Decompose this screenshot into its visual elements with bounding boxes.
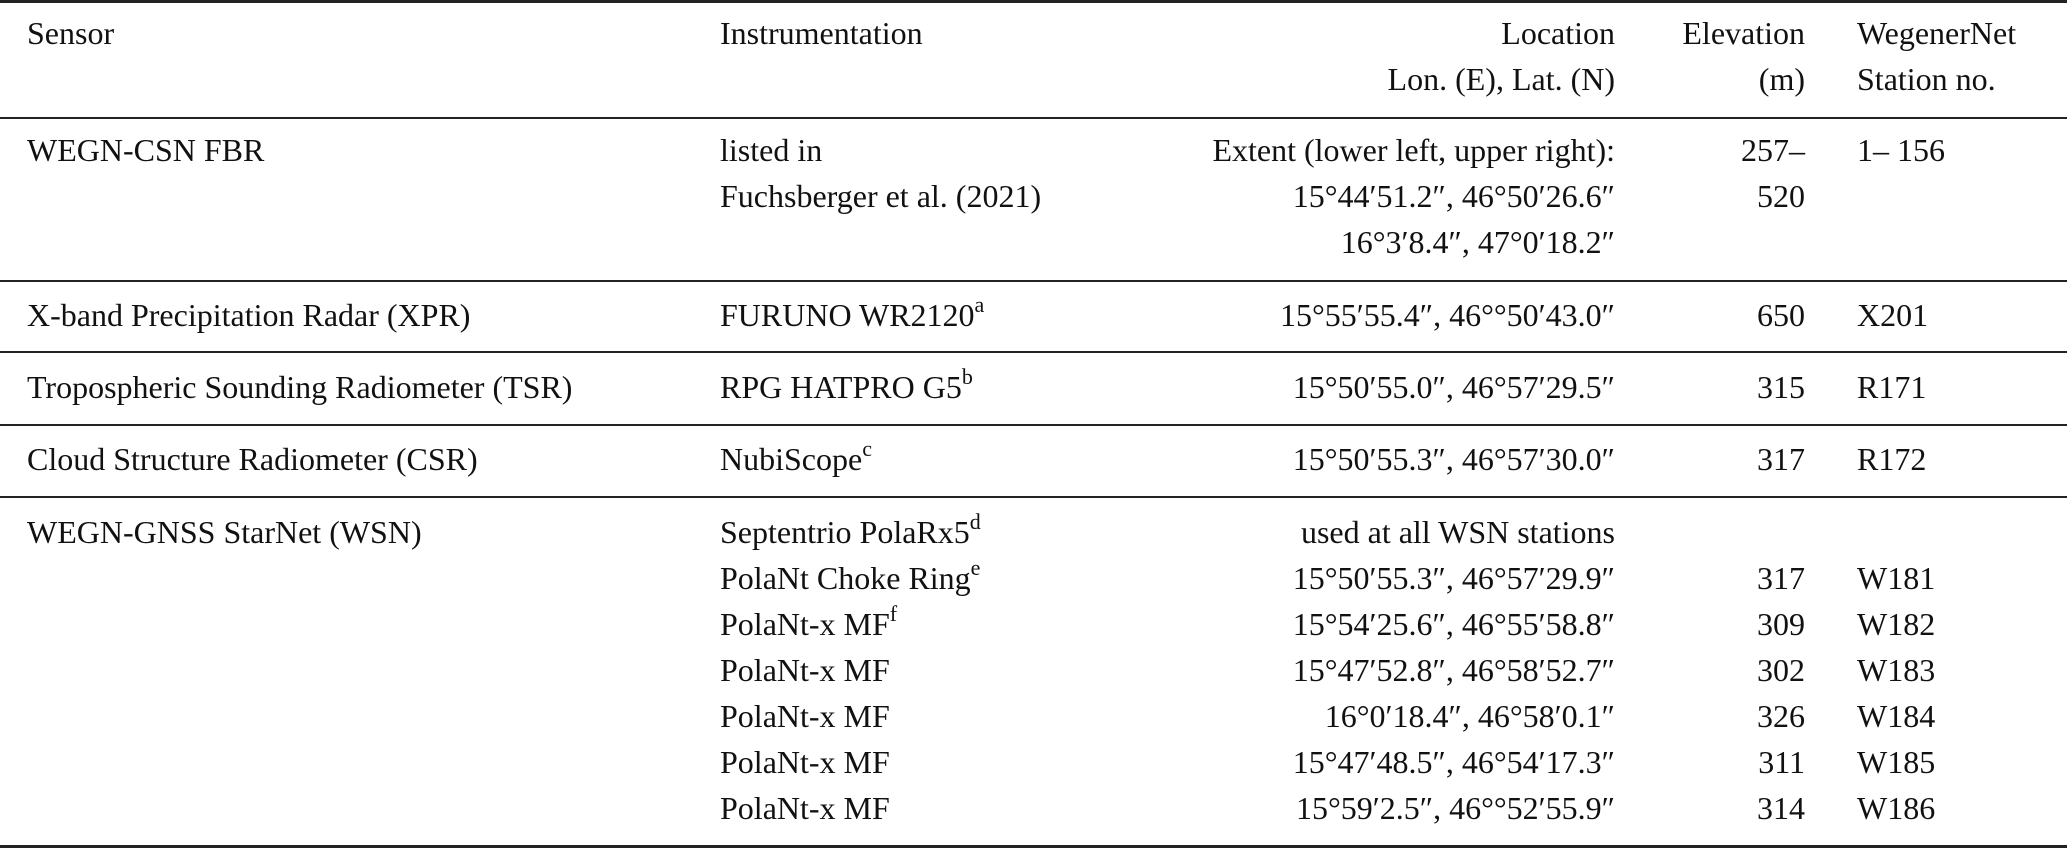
instrumentation-cell bbox=[720, 127, 1100, 219]
elevation-line: 314 bbox=[1757, 790, 1805, 826]
instrumentation-cell bbox=[720, 292, 1100, 338]
location-line: 16°3′8.4″, 47°0′18.2″ bbox=[1340, 224, 1615, 260]
station-line: W186 bbox=[1857, 790, 1936, 826]
location-cell bbox=[1105, 127, 1615, 265]
station-cell: R171 bbox=[1857, 369, 1927, 405]
station-cell: 1– 156 bbox=[1857, 132, 1945, 168]
elevation-cell: 650 bbox=[1757, 297, 1805, 333]
instrumentation-line bbox=[720, 601, 1100, 647]
station-cell bbox=[1857, 509, 2057, 831]
elevation-line: 317 bbox=[1757, 560, 1805, 596]
station-cell: X201 bbox=[1857, 297, 1929, 333]
instrumentation-cell bbox=[720, 364, 1100, 410]
elevation-line: 302 bbox=[1757, 652, 1805, 688]
station-line bbox=[1857, 509, 2057, 555]
elevation-cell: 315 bbox=[1757, 369, 1805, 405]
footnote-marker: e bbox=[970, 555, 981, 581]
station-line: W185 bbox=[1857, 744, 1936, 780]
location-line: 15°47′48.5″, 46°54′17.3″ bbox=[1292, 744, 1615, 780]
elevation-cell: 317 bbox=[1757, 441, 1805, 477]
location-line: 16°0′18.4″, 46°58′0.1″ bbox=[1324, 698, 1615, 734]
header-station-line1: WegenerNet bbox=[1857, 15, 2017, 51]
elevation-line: 311 bbox=[1758, 744, 1805, 780]
location-cell: 15°50′55.3″, 46°57′30.0″ bbox=[1292, 441, 1615, 477]
header-location-line2: Lon. (E), Lat. (N) bbox=[1387, 61, 1615, 97]
instrument-name: FURUNO WR2120 bbox=[720, 297, 975, 333]
instrument-name: PolaNt-x MF bbox=[720, 606, 890, 642]
location-cell bbox=[1105, 509, 1615, 831]
elevation-line bbox=[1640, 509, 1805, 555]
row-divider bbox=[0, 424, 2067, 426]
instrumentation-line: listed in bbox=[720, 132, 823, 168]
instrumentation-line bbox=[720, 785, 1100, 831]
elevation-line: 257– bbox=[1741, 132, 1805, 168]
footnote-marker: f bbox=[889, 601, 898, 627]
row-divider bbox=[0, 496, 2067, 498]
elevation-line: 520 bbox=[1757, 178, 1805, 214]
footnote-marker: d bbox=[969, 509, 981, 535]
location-line: 15°44′51.2″, 46°50′26.6″ bbox=[1292, 178, 1615, 214]
sensor-name: Tropospheric Sounding Radiometer (TSR) bbox=[27, 369, 573, 405]
sensor-name: WEGN-CSN FBR bbox=[27, 132, 265, 168]
footnote-marker: a bbox=[974, 292, 985, 318]
instrumentation-line bbox=[720, 739, 1100, 785]
instrumentation-cell bbox=[720, 509, 1100, 831]
location-cell: 15°50′55.0″, 46°57′29.5″ bbox=[1292, 369, 1615, 405]
elevation-cell bbox=[1640, 509, 1805, 831]
header-location bbox=[1105, 10, 1615, 102]
station-line: W183 bbox=[1857, 652, 1936, 688]
location-line: 15°54′25.6″, 46°55′58.8″ bbox=[1292, 606, 1615, 642]
instrumentation-cell bbox=[720, 436, 1100, 482]
elevation-cell bbox=[1640, 127, 1805, 219]
instrument-name: PolaNt-x MF bbox=[720, 698, 890, 734]
table-bottom-rule bbox=[0, 845, 2067, 848]
instrumentation-line bbox=[720, 693, 1100, 739]
instrument-name: NubiScope bbox=[720, 441, 863, 477]
instrumentation-line bbox=[720, 647, 1100, 693]
header-elevation-line2: (m) bbox=[1758, 61, 1805, 97]
location-line: used at all WSN stations bbox=[1300, 514, 1615, 550]
instrument-name: PolaNt-x MF bbox=[720, 790, 890, 826]
header-instrumentation: Instrumentation bbox=[720, 15, 923, 51]
sensor-name: Cloud Structure Radiometer (CSR) bbox=[27, 441, 478, 477]
station-line: W182 bbox=[1857, 606, 1936, 642]
header-elevation bbox=[1640, 10, 1805, 102]
instrument-name: RPG HATPRO G5 bbox=[720, 369, 962, 405]
header-location-line1: Location bbox=[1501, 15, 1615, 51]
location-cell: 15°55′55.4″, 46°°50′43.0″ bbox=[1279, 297, 1615, 333]
location-line: 15°50′55.3″, 46°57′29.9″ bbox=[1292, 560, 1615, 596]
header-sensor: Sensor bbox=[27, 15, 115, 51]
instrument-name: PolaNt-x MF bbox=[720, 652, 890, 688]
location-line: 15°47′52.8″, 46°58′52.7″ bbox=[1292, 652, 1615, 688]
row-divider bbox=[0, 280, 2067, 282]
station-line: W184 bbox=[1857, 698, 1936, 734]
header-bottom-rule bbox=[0, 117, 2067, 119]
instrumentation-line bbox=[720, 509, 1100, 555]
station-line: W181 bbox=[1857, 560, 1936, 596]
row-divider bbox=[0, 351, 2067, 353]
elevation-line: 309 bbox=[1757, 606, 1805, 642]
instrumentation-line bbox=[720, 555, 1100, 601]
sensor-name: WEGN-GNSS StarNet (WSN) bbox=[27, 514, 422, 550]
sensor-name: X-band Precipitation Radar (XPR) bbox=[27, 297, 471, 333]
location-line: 15°59′2.5″, 46°°52′55.9″ bbox=[1295, 790, 1615, 826]
header-elevation-line1: Elevation bbox=[1682, 15, 1805, 51]
header-station bbox=[1857, 10, 2057, 102]
station-cell: R172 bbox=[1857, 441, 1927, 477]
instrument-name: PolaNt-x MF bbox=[720, 744, 890, 780]
elevation-line: 326 bbox=[1757, 698, 1805, 734]
instrumentation-line: Fuchsberger et al. (2021) bbox=[720, 178, 1042, 214]
footnote-marker: c bbox=[862, 436, 872, 462]
footnote-marker: b bbox=[961, 364, 973, 390]
instrument-name: Septentrio PolaRx5 bbox=[720, 514, 970, 550]
table-top-rule bbox=[0, 0, 2067, 3]
header-station-line2: Station no. bbox=[1857, 61, 1996, 97]
location-line: Extent (lower left, upper right): bbox=[1212, 132, 1615, 168]
instrument-name: PolaNt Choke Ring bbox=[720, 560, 971, 596]
